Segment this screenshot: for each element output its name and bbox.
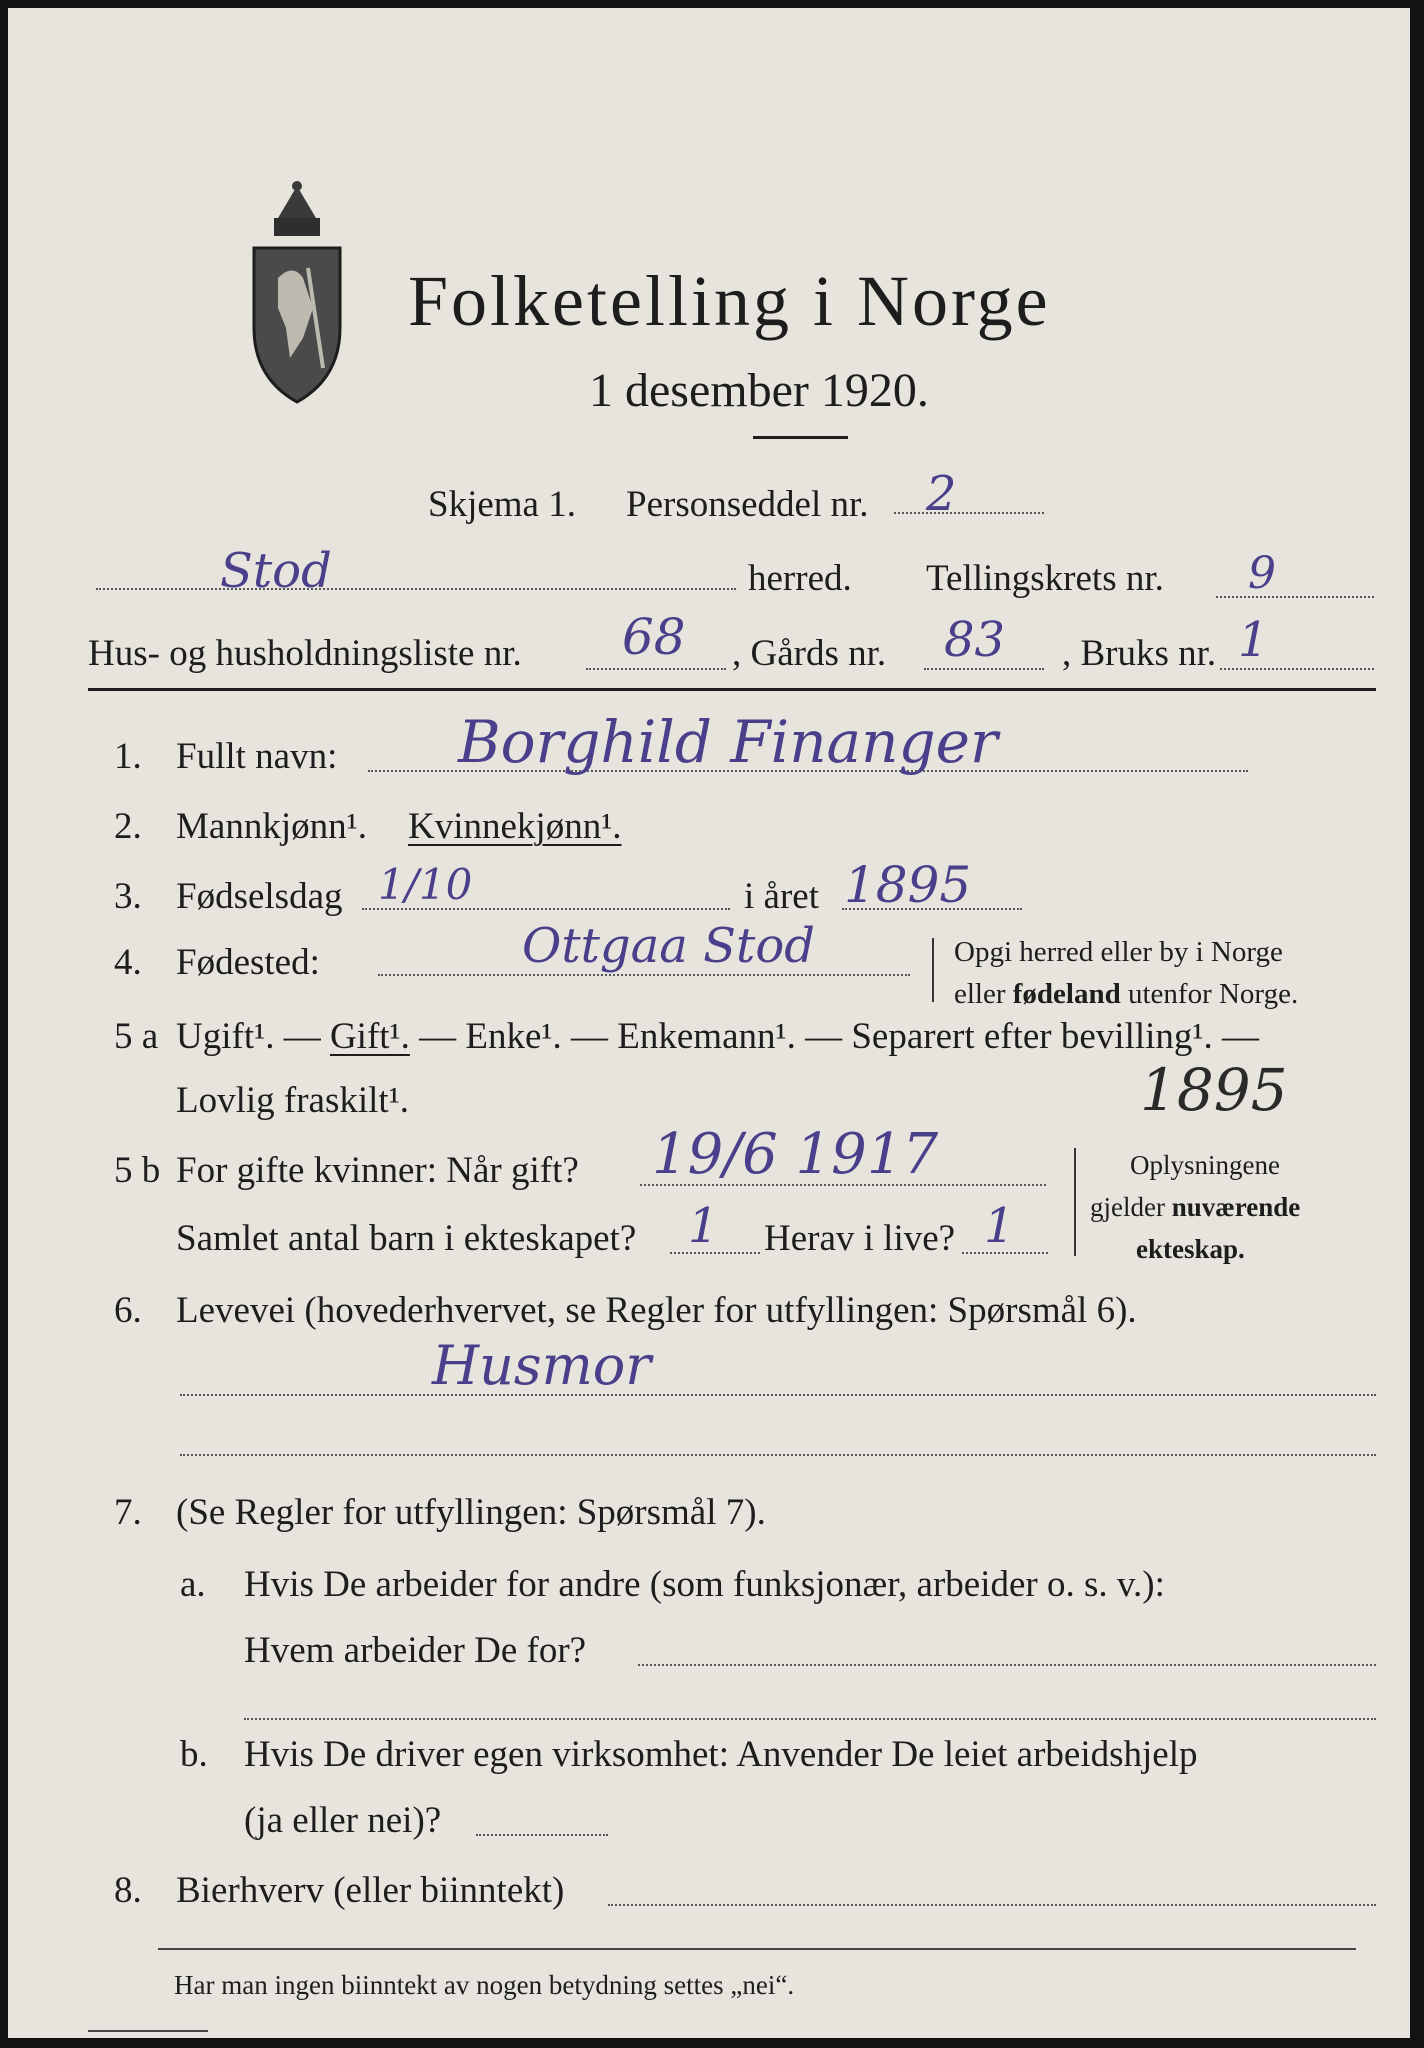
q7a-letter: a. bbox=[180, 1564, 206, 1605]
alive-label: Herav i live? bbox=[764, 1218, 956, 1259]
footnote-rule bbox=[88, 2030, 208, 2032]
birth-year-value: 1895 bbox=[844, 856, 972, 914]
q2-number: 2. bbox=[114, 806, 142, 847]
q1-label: Fullt navn: bbox=[176, 736, 338, 777]
q7b-text: Hvis De driver egen virksomhet: Anvender De leiet arbeidshjelp bbox=[244, 1734, 1198, 1775]
children-label: Samlet antal barn i ekteskapet? bbox=[176, 1218, 637, 1259]
q3-number: 3. bbox=[114, 876, 142, 917]
gender-female-selected: Kvinnekjønn¹. bbox=[408, 806, 622, 847]
footer-rule bbox=[158, 1948, 1356, 1950]
tellingskrets-label: Tellingskrets nr. bbox=[926, 558, 1164, 599]
title-divider bbox=[753, 436, 848, 439]
tellingskrets-value: 9 bbox=[1248, 548, 1276, 599]
children-value: 1 bbox=[688, 1198, 719, 1254]
q5b-number: 5 b bbox=[114, 1150, 161, 1191]
status-ugift: Ugift¹. bbox=[176, 1016, 275, 1057]
census-date: 1 desember 1920. bbox=[589, 364, 929, 417]
q4-number: 4. bbox=[114, 942, 142, 983]
occupation-value: Husmor bbox=[432, 1334, 652, 1397]
margin-note-year: 1895 bbox=[1140, 1056, 1288, 1124]
skjema-label: Skjema 1. bbox=[428, 484, 576, 525]
status-gift-selected: Gift¹. bbox=[329, 1016, 410, 1057]
husliste-label: Hus- og husholdningsliste nr. bbox=[88, 633, 522, 674]
q7b-letter: b. bbox=[180, 1734, 208, 1775]
q6-number: 6. bbox=[114, 1290, 142, 1331]
birthday-value: 1/10 bbox=[378, 860, 473, 909]
q6-label: Levevei (hovederhvervet, se Regler for utfyllingen: Spørsmål 6). bbox=[176, 1290, 1137, 1331]
form-title: Folketelling i Norge bbox=[408, 261, 1051, 341]
personseddel-value: 2 bbox=[926, 466, 957, 522]
birthplace-value: Ottgaa Stod bbox=[522, 918, 815, 974]
q5b-note-line2: gjelder nuværende bbox=[1090, 1192, 1301, 1222]
marital-status-options: Ugift¹. — Gift¹. — Enke¹. — Enkemann¹. — Separert efter bevilling¹. — bbox=[176, 1016, 1260, 1057]
husliste-value: 68 bbox=[622, 608, 686, 666]
q5b-note-line3: ekteskap. bbox=[1136, 1234, 1245, 1264]
q3-year-label: i året bbox=[744, 876, 819, 917]
herred-value: Stod bbox=[220, 543, 332, 599]
q7-number: 7. bbox=[114, 1492, 142, 1533]
gards-value: 83 bbox=[944, 612, 1006, 668]
q5a-number: 5 a bbox=[114, 1016, 159, 1057]
gender-male: Mannkjønn¹. bbox=[176, 806, 367, 847]
gards-label: , Gårds nr. bbox=[732, 633, 887, 674]
header-rule bbox=[88, 688, 1376, 691]
alive-value: 1 bbox=[984, 1198, 1015, 1254]
status-fraskilt: Lovlig fraskilt¹. bbox=[176, 1080, 410, 1121]
q7a-text: Hvis De arbeider for andre (som funksjonær, arbeider o. s. v.): bbox=[244, 1564, 1165, 1605]
q7b-question: (ja eller nei)? bbox=[244, 1800, 442, 1841]
q5b-note-line1: Oplysningene bbox=[1130, 1150, 1280, 1180]
q3-label: Fødselsdag bbox=[176, 876, 343, 917]
marriage-date-value: 19/6 1917 bbox=[652, 1122, 939, 1187]
q5b-label: For gifte kvinner: Når gift? bbox=[176, 1150, 579, 1191]
q4-note-line2: eller fødeland utenfor Norge. bbox=[954, 978, 1299, 1010]
q1-number: 1. bbox=[114, 736, 142, 777]
coat-of-arms-icon bbox=[248, 178, 346, 406]
personseddel-label: Personseddel nr. bbox=[626, 484, 869, 525]
bruks-value: 1 bbox=[1238, 612, 1269, 668]
q7a-question: Hvem arbeider De for? bbox=[244, 1630, 587, 1671]
full-name-value: Borghild Finanger bbox=[458, 708, 998, 776]
q7-label: (Se Regler for utfyllingen: Spørsmål 7). bbox=[176, 1492, 766, 1533]
q4-label: Fødested: bbox=[176, 942, 320, 983]
q8-label: Bierhverv (eller biinntekt) bbox=[176, 1870, 565, 1911]
census-form-page bbox=[8, 8, 1410, 2038]
herred-label: herred. bbox=[748, 558, 852, 599]
footer-note: Har man ingen biinntekt av nogen betydning settes „nei“. bbox=[174, 1970, 795, 2000]
bruks-label: , Bruks nr. bbox=[1062, 633, 1217, 674]
q8-number: 8. bbox=[114, 1870, 142, 1911]
q4-note-line1: Opgi herred eller by i Norge bbox=[954, 936, 1283, 968]
